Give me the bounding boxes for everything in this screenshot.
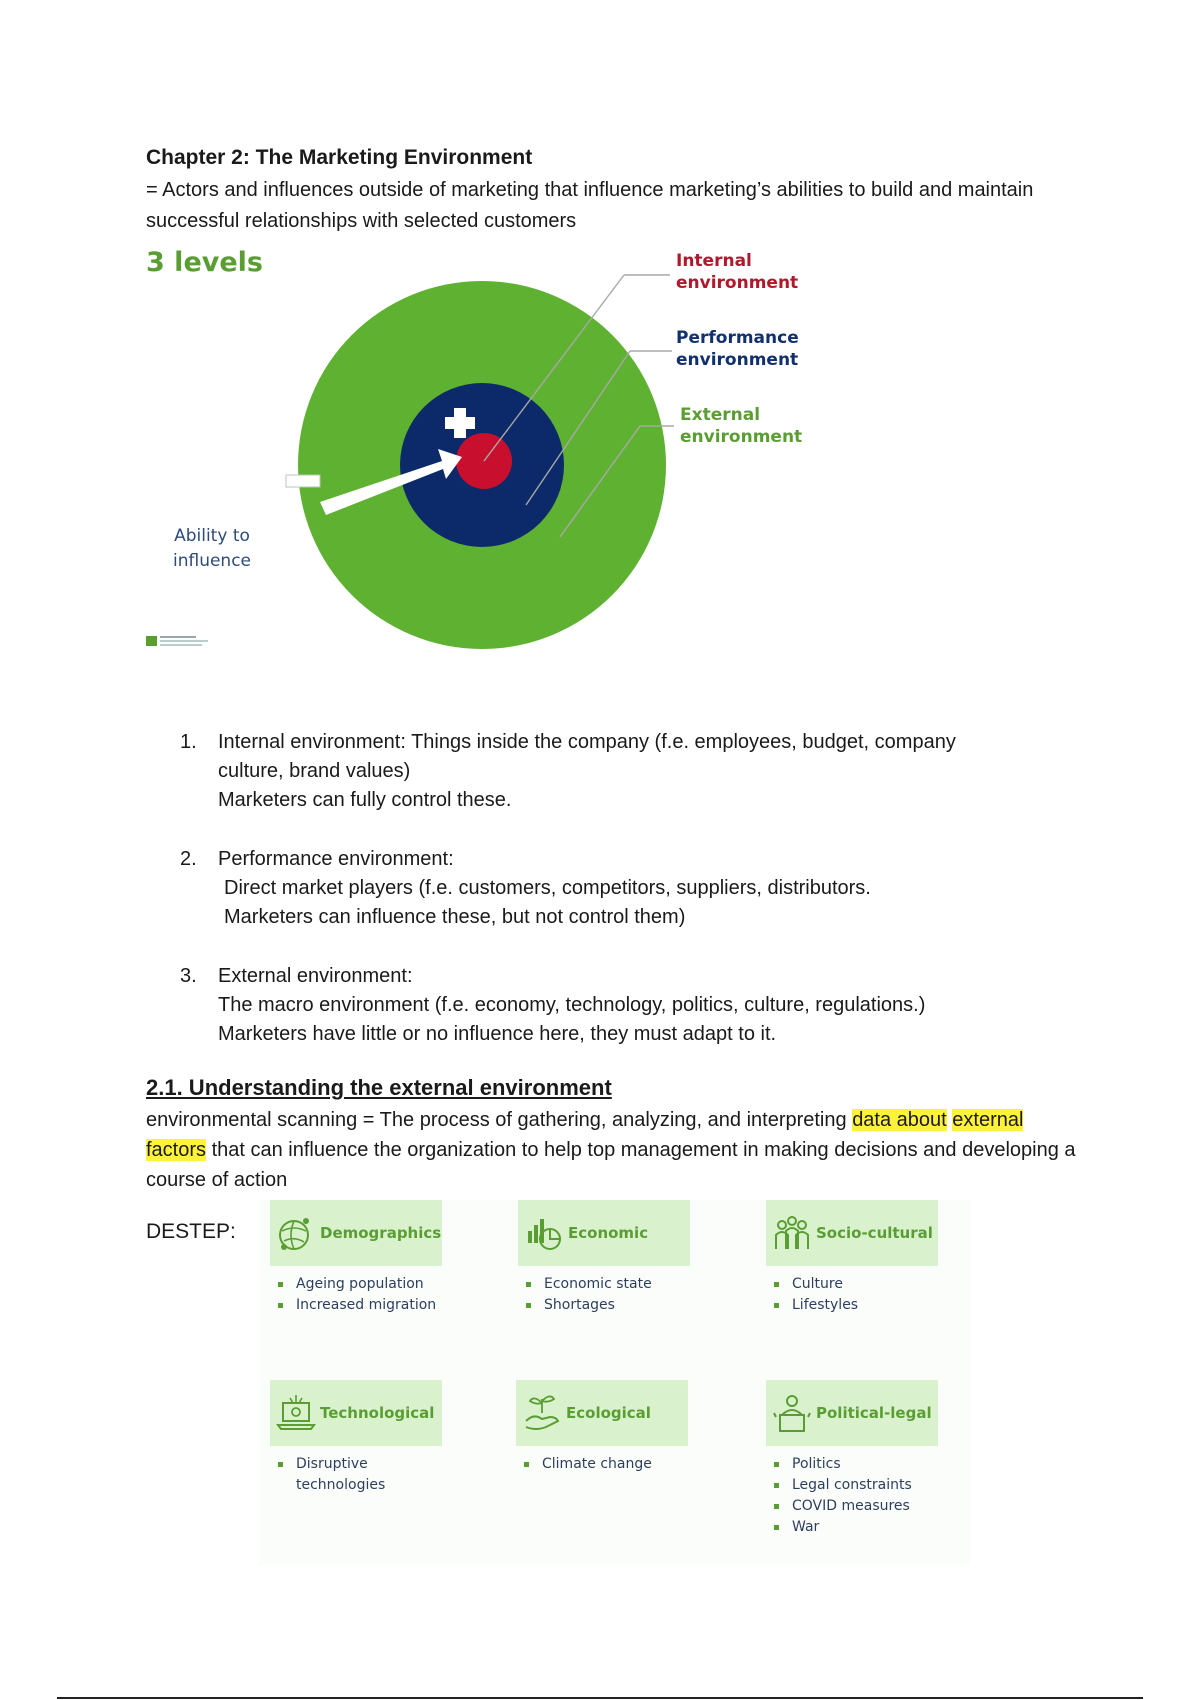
speaker-podium-icon xyxy=(772,1391,812,1435)
factor-list xyxy=(766,1274,1016,1316)
highlighted-text: external factors xyxy=(146,1109,1024,1161)
laptop-icon xyxy=(276,1391,316,1435)
factor-item: Increased migration xyxy=(270,1295,466,1316)
factor-list xyxy=(766,1454,1016,1538)
ability-label-line2: influence xyxy=(172,551,252,571)
people-group-icon xyxy=(772,1211,812,1255)
section-heading: 2.1. Understanding the external environment xyxy=(146,1075,612,1100)
factor-item: Lifestyles xyxy=(766,1295,962,1316)
environmental-scanning-paragraph xyxy=(146,1105,1076,1195)
list-line: External environment: xyxy=(218,965,413,987)
globe-people-icon xyxy=(276,1211,316,1255)
list-line: Performance environment: xyxy=(218,848,454,870)
factor-title: Ecological xyxy=(566,1404,651,1422)
factor-header xyxy=(516,1380,688,1446)
factor-socio-cultural xyxy=(766,1200,1016,1316)
factor-header xyxy=(270,1380,442,1446)
chapter-title: Chapter 2: The Marketing Environment xyxy=(146,146,533,169)
list-number: 1. xyxy=(180,731,197,753)
internal-label-line2: environment xyxy=(676,273,799,293)
environment-item-external xyxy=(180,962,1080,1049)
factor-item: Ageing population xyxy=(270,1274,466,1295)
environment-item-performance xyxy=(180,845,1080,932)
factor-list xyxy=(270,1274,520,1316)
factor-ecological xyxy=(516,1380,766,1475)
paragraph-text: environmental scanning = The process of gathering, analyzing, and interpreting xyxy=(146,1109,853,1131)
list-number: 2. xyxy=(180,848,197,870)
factor-header xyxy=(518,1200,690,1266)
paragraph-text: that can influence the organization to help top management in making decisions and developing a course of action xyxy=(146,1139,1076,1191)
factor-demographics xyxy=(270,1200,520,1316)
factor-item: Legal constraints xyxy=(766,1475,962,1496)
performance-label-line1: Performance xyxy=(676,328,799,348)
chapter-definition: = Actors and influences outside of marketing that influence marketing’s abilities to build and maintain successful relationships with selected customers xyxy=(146,179,1034,232)
page-footer-rule xyxy=(57,1697,1143,1699)
factor-item: War xyxy=(766,1517,962,1538)
highlighted-text: data about xyxy=(852,1109,947,1131)
factor-political-legal xyxy=(766,1380,1016,1538)
list-line: The macro environment (f.e. economy, technology, politics, culture, regulations.) xyxy=(218,994,926,1016)
three-levels-diagram xyxy=(130,243,814,651)
environment-item-internal xyxy=(180,728,1080,815)
factor-item: Disruptive technologies xyxy=(270,1454,416,1496)
environment-list xyxy=(180,728,1080,1079)
list-number: 3. xyxy=(180,965,197,987)
factor-economic xyxy=(518,1200,768,1316)
factor-item: Economic state xyxy=(518,1274,714,1295)
bar-chart-pie-icon xyxy=(524,1211,564,1255)
destep-label: DESTEP: xyxy=(146,1220,236,1243)
factor-title: Technological xyxy=(320,1404,435,1422)
diagram-heading: 3 levels xyxy=(146,247,263,278)
factor-list xyxy=(270,1454,520,1496)
factor-list xyxy=(516,1454,766,1475)
diagram-svg xyxy=(130,243,814,651)
factor-title: Demographics xyxy=(320,1224,442,1242)
list-line: culture, brand values) xyxy=(218,760,411,782)
list-line: Internal environment: Things inside the company (f.e. employees, budget, company xyxy=(218,731,956,753)
destep-panel xyxy=(258,1200,970,1565)
hand-plant-icon xyxy=(522,1391,562,1435)
factor-header xyxy=(270,1200,442,1266)
factor-item: Shortages xyxy=(518,1295,714,1316)
factor-list xyxy=(518,1274,768,1316)
factor-title: Socio-cultural xyxy=(816,1224,933,1242)
external-label-line1: External xyxy=(680,405,761,425)
factor-header xyxy=(766,1380,938,1446)
list-line: Direct market players (f.e. customers, competitors, suppliers, distributors. xyxy=(224,877,871,899)
list-line: Marketers can influence these, but not control them) xyxy=(224,906,686,928)
factor-item: Culture xyxy=(766,1274,962,1295)
source-logo xyxy=(146,636,208,646)
factor-technological xyxy=(270,1380,520,1496)
list-line: Marketers have little or no influence here, they must adapt to it. xyxy=(218,1023,777,1045)
ability-label-line1: Ability to xyxy=(174,526,250,546)
factor-item: COVID measures xyxy=(766,1496,962,1517)
factor-item: Politics xyxy=(766,1454,962,1475)
external-label-line2: environment xyxy=(680,427,803,447)
factor-title: Political-legal xyxy=(816,1404,932,1422)
performance-label-line2: environment xyxy=(676,350,799,370)
internal-label-line1: Internal xyxy=(676,251,752,271)
factor-header xyxy=(766,1200,938,1266)
factor-title: Economic xyxy=(568,1224,649,1242)
list-line: Marketers can fully control these. xyxy=(218,789,512,811)
factor-item: Climate change xyxy=(516,1454,712,1475)
minus-icon xyxy=(286,475,320,487)
